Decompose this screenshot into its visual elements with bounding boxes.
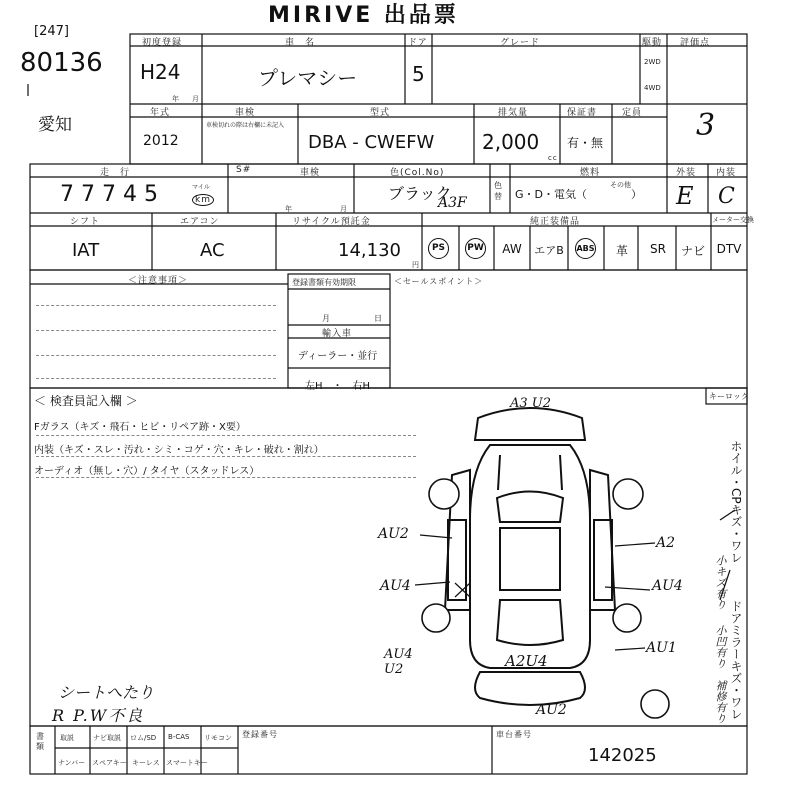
row3-inspection-label: 車検 [300, 168, 321, 178]
inspector-title: ＜ 検査員記入欄 ＞ [34, 394, 138, 408]
chassis-value: 142025 [588, 745, 657, 766]
displacement-value: 2,000 [482, 130, 540, 154]
grade-label: グレード [500, 38, 541, 48]
lot-code: [247] [34, 24, 69, 39]
equip-ps: PS [428, 238, 449, 259]
notes-line [36, 378, 276, 379]
equip-pw: PW [465, 238, 486, 259]
ac-label: エアコン [180, 217, 220, 227]
notes-title: ＜注意事項＞ [128, 276, 189, 286]
warranty-value: 有・無 [567, 136, 604, 150]
color-code: A3F [438, 195, 467, 211]
chassis-label: 車台番号 [496, 730, 532, 739]
exterior-label: 外装 [676, 168, 697, 178]
fuel-label: 燃料 [580, 168, 601, 178]
equip-aw: AW [502, 242, 522, 256]
mileage-label: 走 行 [100, 168, 131, 178]
dealer-label: ディーラー・並行 [298, 351, 378, 362]
doc-spare-key: スペアキー [92, 759, 127, 767]
exterior-value: E [676, 182, 694, 210]
color-change-label: 色替 [494, 181, 503, 201]
notes-line [36, 355, 276, 356]
interior-value: C [718, 184, 735, 209]
doc-smart-key: スマートキー [166, 759, 208, 767]
equip-navi: ナビ [680, 244, 705, 258]
region: 愛知 [38, 115, 72, 135]
first-reg-value: H24 [140, 60, 181, 84]
first-reg-label: 初度登録 [142, 38, 183, 48]
doors-value: 5 [412, 62, 425, 86]
row3-month-unit: 月 [340, 205, 348, 213]
equip-sr: SR [650, 242, 666, 256]
handle-label: 左H ・ 右H [305, 381, 371, 392]
lot-number: 80136 [20, 48, 103, 78]
fuel-other: その他 [610, 181, 631, 189]
side-note-wheel: ホイル・CPキズ・ワレ [729, 440, 743, 564]
inspector-line [36, 477, 416, 478]
drive-label: 駆動 [642, 38, 663, 48]
color-label: 色(Col.No) [390, 168, 445, 178]
color-value: ブラック [388, 184, 452, 203]
inspection-label: 車検 [235, 108, 256, 118]
handwritten-note-2: R P.W不良 [52, 706, 145, 725]
rating-value: 3 [696, 108, 716, 143]
row3-year-unit: 年 [285, 205, 293, 213]
damage-mark-rear-center: A2U4 [505, 652, 548, 670]
recycle-value: 14,130 [338, 240, 401, 261]
smeter-label: S# [236, 165, 252, 175]
year-label: 年式 [150, 108, 171, 118]
inspector-line1: Fガラス（キズ・飛石・ヒビ・リペア跡・X要） [34, 422, 246, 433]
damage-mark-right-rear: AU4 [652, 578, 683, 594]
inspector-line [36, 456, 416, 457]
mileage-unit-mile: マイル [192, 184, 210, 191]
interior-label: 内装 [716, 168, 737, 178]
mileage-value: 77745 [60, 182, 165, 207]
inspector-line3: オーディオ（無し・穴）/ タイヤ（スタッドレス） [34, 466, 260, 477]
meter-label: メーター交換 [712, 216, 754, 224]
recycle-label: リサイクル預託金 [292, 217, 371, 227]
displacement-unit: cc [548, 154, 558, 162]
damage-mark-left-rear: AU4 [380, 578, 411, 594]
handwritten-note-1: シートへたり [58, 683, 155, 702]
recycle-unit: 円 [412, 261, 420, 269]
damage-mark-left-front: AU2 [378, 526, 409, 542]
side-note-small-dent: 小凹有り [714, 625, 727, 669]
equip-airbag: エアB [534, 244, 564, 257]
doc-rom-sd: ロム/SD [130, 734, 157, 742]
docs-label: 書類 [36, 732, 44, 751]
damage-mark-top: A3 U2 [510, 396, 552, 411]
reg-number-label: 登録番号 [242, 730, 278, 739]
drive-4wd: 4WD [644, 84, 661, 92]
inspector-line [36, 435, 416, 436]
notes-line [36, 305, 276, 306]
keylock-label: キーロック [709, 392, 749, 401]
year-value: 2012 [143, 133, 179, 149]
doc-keyless: キーレス [132, 759, 160, 767]
valid-day: 日 [374, 314, 383, 323]
capacity-label: 定員 [622, 108, 643, 118]
equip-leather: 革 [615, 244, 628, 258]
model-label: 車 名 [285, 38, 316, 48]
shift-label: シフト [70, 217, 101, 227]
year-unit: 年 [172, 95, 180, 103]
form-title: MIRIVE 出品票 [268, 3, 459, 28]
equip-abs: ABS [575, 238, 596, 259]
rating-label: 評価点 [680, 38, 711, 48]
ac-value: AC [200, 240, 225, 261]
equip-dtv: DTV [716, 242, 742, 256]
doc-manual: 取説 [60, 734, 74, 742]
type-label: 型式 [370, 108, 391, 118]
side-note-small-scratch: 小キズ有り [714, 555, 727, 610]
warranty-label: 保証書 [567, 108, 598, 118]
doc-bcas: B-CAS [168, 733, 190, 741]
equipment-label: 純正装備品 [530, 217, 581, 227]
damage-mark-rear-left: AU4 U2 [384, 647, 413, 677]
displacement-label: 排気量 [498, 108, 529, 118]
valid-month: 月 [322, 314, 331, 323]
side-note-mirror: ドアミラーキズ・ワレ [729, 600, 743, 720]
doc-navi-manual: ナビ取説 [93, 734, 121, 742]
valid-label: 登録書類有効期限 [292, 278, 356, 287]
doors-label: ドア [408, 38, 428, 48]
import-label: 輸入車 [322, 329, 353, 339]
damage-mark-bottom: AU2 [536, 702, 567, 718]
doc-number-plate: ナンバー [58, 759, 86, 767]
type-value: DBA - CWEFW [308, 132, 435, 153]
side-note-repair: 補修有り [714, 680, 727, 724]
inspector-line2: 内装（キズ・スレ・汚れ・シミ・コゲ・穴・キレ・破れ・割れ） [34, 445, 324, 456]
month-unit: 月 [192, 95, 200, 103]
notes-line [36, 330, 276, 331]
damage-mark-rear-right: AU1 [646, 640, 677, 656]
mileage-unit-km: km [192, 194, 214, 206]
doc-remote: リモコン [204, 734, 232, 742]
shift-value: IAT [72, 240, 100, 261]
inspection-note: 車検切れの際は右欄に未記入 [206, 122, 285, 129]
drive-2wd: 2WD [644, 58, 661, 66]
sales-point-label: ＜セールスポイント＞ [394, 277, 484, 286]
damage-mark-right-front: A2 [656, 535, 676, 551]
fuel-value: G・D・電気（ ） [515, 188, 642, 201]
model-value: プレマシー [258, 66, 358, 90]
